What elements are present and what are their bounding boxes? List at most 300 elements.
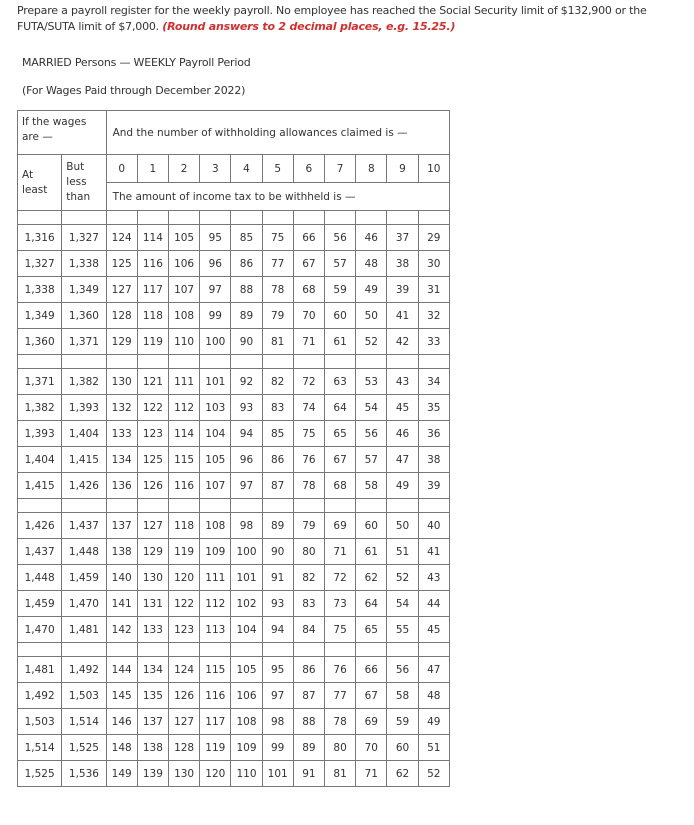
table-row	[18, 683, 450, 709]
withholding-amount: 101	[262, 761, 293, 787]
withholding-amount: 133	[106, 421, 137, 447]
withholding-amount: 66	[293, 225, 324, 251]
withholding-amount: 91	[262, 565, 293, 591]
withholding-amount: 100	[200, 329, 231, 355]
allowance-header: 3	[200, 155, 231, 183]
withholding-amount: 78	[262, 277, 293, 303]
withholding-amount: 133	[137, 617, 168, 643]
withholding-amount: 51	[418, 735, 449, 761]
withholding-amount: 56	[325, 225, 356, 251]
withholding-amount: 56	[356, 421, 387, 447]
withholding-amount: 124	[106, 225, 137, 251]
withholding-amount: 124	[168, 657, 199, 683]
withholding-amount: 65	[356, 617, 387, 643]
wage-less-than: 1,371	[62, 329, 106, 355]
table-row	[18, 447, 450, 473]
withholding-amount: 74	[293, 395, 324, 421]
group-spacer	[18, 355, 450, 369]
wage-at-least: 1,503	[18, 709, 62, 735]
withholding-amount: 78	[325, 709, 356, 735]
at-least-header: At least	[18, 155, 62, 211]
group-spacer	[18, 211, 450, 225]
withholding-amount: 93	[262, 591, 293, 617]
withholding-amount: 116	[137, 251, 168, 277]
wage-at-least: 1,360	[18, 329, 62, 355]
withholding-amount: 56	[387, 657, 418, 683]
table-row	[18, 225, 450, 251]
withholding-amount: 54	[356, 395, 387, 421]
withholding-amount: 138	[106, 539, 137, 565]
withholding-amount: 82	[262, 369, 293, 395]
withholding-amount: 109	[200, 539, 231, 565]
withholding-amount: 60	[387, 735, 418, 761]
withholding-amount: 82	[293, 565, 324, 591]
withholding-amount: 118	[168, 513, 199, 539]
withholding-amount: 108	[168, 303, 199, 329]
withholding-amount: 41	[387, 303, 418, 329]
wage-at-least: 1,382	[18, 395, 62, 421]
withholding-amount: 41	[418, 539, 449, 565]
wage-at-least: 1,437	[18, 539, 62, 565]
withholding-amount: 103	[200, 395, 231, 421]
withholding-amount: 138	[137, 735, 168, 761]
withholding-amount: 89	[293, 735, 324, 761]
withholding-amount: 128	[168, 735, 199, 761]
withholding-amount: 38	[418, 447, 449, 473]
withholding-amount: 65	[325, 421, 356, 447]
withholding-amount: 90	[231, 329, 262, 355]
withholding-amount: 67	[325, 447, 356, 473]
withholding-amount: 106	[231, 683, 262, 709]
withholding-amount: 95	[200, 225, 231, 251]
table-row	[18, 761, 450, 787]
wage-at-least: 1,525	[18, 761, 62, 787]
withholding-amount: 101	[200, 369, 231, 395]
withholding-amount: 108	[231, 709, 262, 735]
withholding-amount: 137	[106, 513, 137, 539]
wage-at-least: 1,448	[18, 565, 62, 591]
withholding-amount: 148	[106, 735, 137, 761]
withholding-amount: 85	[262, 421, 293, 447]
withholding-amount: 79	[262, 303, 293, 329]
withholding-amount: 46	[387, 421, 418, 447]
withholding-amount: 33	[418, 329, 449, 355]
withholding-amount: 131	[137, 591, 168, 617]
wage-at-least: 1,349	[18, 303, 62, 329]
withholding-amount: 52	[387, 565, 418, 591]
withholding-amount: 130	[106, 369, 137, 395]
allowance-header: 8	[356, 155, 387, 183]
withholding-amount: 90	[262, 539, 293, 565]
withholding-amount: 68	[293, 277, 324, 303]
withholding-amount: 135	[137, 683, 168, 709]
withholding-amount: 78	[293, 473, 324, 499]
withholding-amount: 122	[137, 395, 168, 421]
withholding-amount: 66	[356, 657, 387, 683]
allowance-header: 7	[325, 155, 356, 183]
withholding-amount: 57	[325, 251, 356, 277]
wage-less-than: 1,415	[62, 447, 106, 473]
wage-at-least: 1,316	[18, 225, 62, 251]
withholding-table	[17, 110, 450, 787]
table-caption-title: MARRIED Persons — WEEKLY Payroll Period	[22, 56, 251, 69]
withholding-amount: 110	[168, 329, 199, 355]
withholding-amount: 141	[106, 591, 137, 617]
withholding-amount: 102	[231, 591, 262, 617]
wage-at-least: 1,470	[18, 617, 62, 643]
withholding-amount: 52	[418, 761, 449, 787]
withholding-amount: 40	[418, 513, 449, 539]
withholding-amount: 77	[325, 683, 356, 709]
withholding-amount: 62	[387, 761, 418, 787]
withholding-amount: 123	[168, 617, 199, 643]
withholding-amount: 112	[168, 395, 199, 421]
if-wages-header: If the wages are —	[18, 111, 107, 155]
withholding-amount: 48	[418, 683, 449, 709]
withholding-amount: 93	[231, 395, 262, 421]
withholding-amount: 97	[262, 683, 293, 709]
withholding-amount: 43	[418, 565, 449, 591]
withholding-amount: 35	[418, 395, 449, 421]
table-row	[18, 329, 450, 355]
withholding-amount: 34	[418, 369, 449, 395]
withholding-amount: 98	[231, 513, 262, 539]
withholding-amount: 72	[293, 369, 324, 395]
withholding-amount: 104	[200, 421, 231, 447]
wage-less-than: 1,536	[62, 761, 106, 787]
withholding-amount: 99	[200, 303, 231, 329]
withholding-amount: 69	[356, 709, 387, 735]
withholding-amount: 60	[356, 513, 387, 539]
wage-less-than: 1,393	[62, 395, 106, 421]
withholding-amount: 32	[418, 303, 449, 329]
rounding-note: (Round answers to 2 decimal places, e.g. 15.25.)	[162, 20, 456, 33]
withholding-amount: 115	[168, 447, 199, 473]
wage-at-least: 1,426	[18, 513, 62, 539]
withholding-amount: 46	[356, 225, 387, 251]
table-row	[18, 421, 450, 447]
withholding-amount: 129	[137, 539, 168, 565]
withholding-amount: 49	[356, 277, 387, 303]
allowance-header: 9	[387, 155, 418, 183]
withholding-amount: 80	[325, 735, 356, 761]
withholding-amount: 45	[418, 617, 449, 643]
table-row	[18, 277, 450, 303]
withholding-amount: 89	[231, 303, 262, 329]
withholding-amount: 29	[418, 225, 449, 251]
allowance-header: 4	[231, 155, 262, 183]
withholding-amount: 75	[325, 617, 356, 643]
table-row	[18, 513, 450, 539]
allowance-header: 1	[137, 155, 168, 183]
withholding-amount: 43	[387, 369, 418, 395]
withholding-amount: 127	[137, 513, 168, 539]
wage-less-than: 1,360	[62, 303, 106, 329]
table-row	[18, 369, 450, 395]
group-spacer	[18, 499, 450, 513]
withholding-amount: 70	[356, 735, 387, 761]
withholding-amount: 39	[418, 473, 449, 499]
allowance-header: 5	[262, 155, 293, 183]
table-caption-period: (For Wages Paid through December 2022)	[22, 84, 246, 97]
withholding-amount: 36	[418, 421, 449, 447]
withholding-amount: 144	[106, 657, 137, 683]
withholding-amount: 42	[387, 329, 418, 355]
withholding-amount: 145	[106, 683, 137, 709]
allowance-header: 2	[168, 155, 199, 183]
withholding-amount: 99	[262, 735, 293, 761]
withholding-amount: 130	[168, 761, 199, 787]
wage-less-than: 1,514	[62, 709, 106, 735]
withholding-amount: 132	[106, 395, 137, 421]
wage-less-than: 1,426	[62, 473, 106, 499]
withholding-amount: 63	[325, 369, 356, 395]
withholding-amount: 110	[231, 761, 262, 787]
table-row	[18, 657, 450, 683]
withholding-amount: 123	[137, 421, 168, 447]
withholding-amount: 51	[387, 539, 418, 565]
withholding-amount: 61	[356, 539, 387, 565]
wage-less-than: 1,503	[62, 683, 106, 709]
withholding-amount: 127	[168, 709, 199, 735]
withholding-amount: 76	[293, 447, 324, 473]
withholding-amount: 38	[387, 251, 418, 277]
withholding-amount: 136	[106, 473, 137, 499]
wage-less-than: 1,525	[62, 735, 106, 761]
withholding-amount: 105	[200, 447, 231, 473]
withholding-amount: 96	[200, 251, 231, 277]
withholding-amount: 70	[293, 303, 324, 329]
withholding-amount: 73	[325, 591, 356, 617]
wage-less-than: 1,492	[62, 657, 106, 683]
withholding-amount: 113	[200, 617, 231, 643]
withholding-amount: 84	[293, 617, 324, 643]
wage-at-least: 1,371	[18, 369, 62, 395]
withholding-amount: 119	[200, 735, 231, 761]
withholding-amount: 50	[387, 513, 418, 539]
withholding-amount: 125	[106, 251, 137, 277]
withholding-amount: 134	[137, 657, 168, 683]
withholding-amount: 107	[200, 473, 231, 499]
withholding-amount: 39	[387, 277, 418, 303]
withholding-amount: 118	[137, 303, 168, 329]
wage-less-than: 1,437	[62, 513, 106, 539]
withholding-amount: 54	[387, 591, 418, 617]
table-row	[18, 539, 450, 565]
wage-less-than: 1,382	[62, 369, 106, 395]
wage-at-least: 1,338	[18, 277, 62, 303]
allowance-header: 6	[293, 155, 324, 183]
table-row	[18, 617, 450, 643]
withholding-amount: 105	[231, 657, 262, 683]
withholding-amount: 71	[356, 761, 387, 787]
amount-header: The amount of income tax to be withheld is —	[106, 183, 449, 211]
withholding-amount: 75	[262, 225, 293, 251]
withholding-amount: 87	[293, 683, 324, 709]
withholding-amount: 58	[387, 683, 418, 709]
withholding-amount: 100	[231, 539, 262, 565]
withholding-amount: 72	[325, 565, 356, 591]
withholding-amount: 83	[262, 395, 293, 421]
withholding-amount: 111	[168, 369, 199, 395]
wage-at-least: 1,415	[18, 473, 62, 499]
withholding-amount: 120	[200, 761, 231, 787]
withholding-amount: 97	[231, 473, 262, 499]
instructions-text: Prepare a payroll register for the weekly payroll. No employee has reached the Social Security limit of $132,900 or the FUTA/SUTA limit of $7,000.	[17, 4, 647, 33]
withholding-amount: 47	[387, 447, 418, 473]
withholding-amount: 108	[200, 513, 231, 539]
withholding-amount: 149	[106, 761, 137, 787]
withholding-amount: 48	[356, 251, 387, 277]
withholding-amount: 130	[137, 565, 168, 591]
withholding-amount: 37	[387, 225, 418, 251]
withholding-amount: 77	[262, 251, 293, 277]
allowances-header: And the number of withholding allowances claimed is —	[106, 111, 449, 155]
table-row	[18, 591, 450, 617]
withholding-amount: 137	[137, 709, 168, 735]
withholding-amount: 62	[356, 565, 387, 591]
withholding-amount: 125	[137, 447, 168, 473]
wage-less-than: 1,349	[62, 277, 106, 303]
withholding-amount: 69	[325, 513, 356, 539]
withholding-amount: 81	[262, 329, 293, 355]
wage-less-than: 1,459	[62, 565, 106, 591]
withholding-amount: 64	[325, 395, 356, 421]
wage-less-than: 1,470	[62, 591, 106, 617]
withholding-amount: 89	[262, 513, 293, 539]
withholding-amount: 94	[231, 421, 262, 447]
instructions	[17, 3, 677, 35]
withholding-amount: 86	[231, 251, 262, 277]
withholding-amount: 49	[418, 709, 449, 735]
withholding-amount: 119	[168, 539, 199, 565]
withholding-amount: 58	[356, 473, 387, 499]
withholding-amount: 61	[325, 329, 356, 355]
table-row	[18, 303, 450, 329]
withholding-amount: 49	[387, 473, 418, 499]
withholding-amount: 119	[137, 329, 168, 355]
withholding-amount: 94	[262, 617, 293, 643]
table-row	[18, 709, 450, 735]
withholding-amount: 96	[231, 447, 262, 473]
withholding-amount: 115	[200, 657, 231, 683]
table-row	[18, 565, 450, 591]
withholding-amount: 88	[231, 277, 262, 303]
withholding-amount: 140	[106, 565, 137, 591]
withholding-amount: 71	[325, 539, 356, 565]
withholding-amount: 120	[168, 565, 199, 591]
withholding-amount: 86	[262, 447, 293, 473]
withholding-amount: 50	[356, 303, 387, 329]
withholding-amount: 104	[231, 617, 262, 643]
wage-less-than: 1,327	[62, 225, 106, 251]
wage-less-than: 1,338	[62, 251, 106, 277]
withholding-amount: 91	[293, 761, 324, 787]
table-row	[18, 251, 450, 277]
withholding-amount: 117	[137, 277, 168, 303]
withholding-amount: 79	[293, 513, 324, 539]
withholding-amount: 59	[387, 709, 418, 735]
but-less-than-header: But less than	[62, 155, 106, 211]
withholding-amount: 83	[293, 591, 324, 617]
withholding-amount: 114	[137, 225, 168, 251]
wage-less-than: 1,481	[62, 617, 106, 643]
withholding-amount: 64	[356, 591, 387, 617]
wage-at-least: 1,481	[18, 657, 62, 683]
withholding-amount: 139	[137, 761, 168, 787]
wage-at-least: 1,514	[18, 735, 62, 761]
withholding-amount: 134	[106, 447, 137, 473]
withholding-amount: 85	[231, 225, 262, 251]
withholding-amount: 101	[231, 565, 262, 591]
withholding-amount: 52	[356, 329, 387, 355]
withholding-amount: 75	[293, 421, 324, 447]
withholding-amount: 122	[168, 591, 199, 617]
withholding-amount: 121	[137, 369, 168, 395]
withholding-amount: 76	[325, 657, 356, 683]
withholding-amount: 92	[231, 369, 262, 395]
withholding-amount: 45	[387, 395, 418, 421]
wage-at-least: 1,404	[18, 447, 62, 473]
withholding-amount: 105	[168, 225, 199, 251]
withholding-amount: 112	[200, 591, 231, 617]
withholding-amount: 146	[106, 709, 137, 735]
withholding-amount: 117	[200, 709, 231, 735]
wage-at-least: 1,327	[18, 251, 62, 277]
withholding-amount: 60	[325, 303, 356, 329]
withholding-amount: 126	[137, 473, 168, 499]
withholding-amount: 59	[325, 277, 356, 303]
group-spacer	[18, 643, 450, 657]
withholding-amount: 67	[293, 251, 324, 277]
withholding-amount: 31	[418, 277, 449, 303]
withholding-amount: 47	[418, 657, 449, 683]
withholding-amount: 128	[106, 303, 137, 329]
table-row	[18, 735, 450, 761]
withholding-amount: 80	[293, 539, 324, 565]
withholding-amount: 127	[106, 277, 137, 303]
wage-at-least: 1,459	[18, 591, 62, 617]
wage-less-than: 1,448	[62, 539, 106, 565]
withholding-amount: 44	[418, 591, 449, 617]
withholding-amount: 67	[356, 683, 387, 709]
withholding-amount: 107	[168, 277, 199, 303]
withholding-amount: 129	[106, 329, 137, 355]
withholding-amount: 55	[387, 617, 418, 643]
wage-less-than: 1,404	[62, 421, 106, 447]
allowance-header: 0	[106, 155, 137, 183]
wage-at-least: 1,492	[18, 683, 62, 709]
allowance-header: 10	[418, 155, 449, 183]
withholding-amount: 116	[200, 683, 231, 709]
wage-at-least: 1,393	[18, 421, 62, 447]
withholding-amount: 88	[293, 709, 324, 735]
withholding-amount: 68	[325, 473, 356, 499]
withholding-amount: 126	[168, 683, 199, 709]
withholding-amount: 57	[356, 447, 387, 473]
withholding-amount: 142	[106, 617, 137, 643]
withholding-amount: 95	[262, 657, 293, 683]
withholding-amount: 116	[168, 473, 199, 499]
withholding-amount: 86	[293, 657, 324, 683]
withholding-amount: 109	[231, 735, 262, 761]
withholding-amount: 114	[168, 421, 199, 447]
withholding-amount: 98	[262, 709, 293, 735]
table-row	[18, 473, 450, 499]
withholding-amount: 81	[325, 761, 356, 787]
withholding-amount: 106	[168, 251, 199, 277]
withholding-amount: 71	[293, 329, 324, 355]
